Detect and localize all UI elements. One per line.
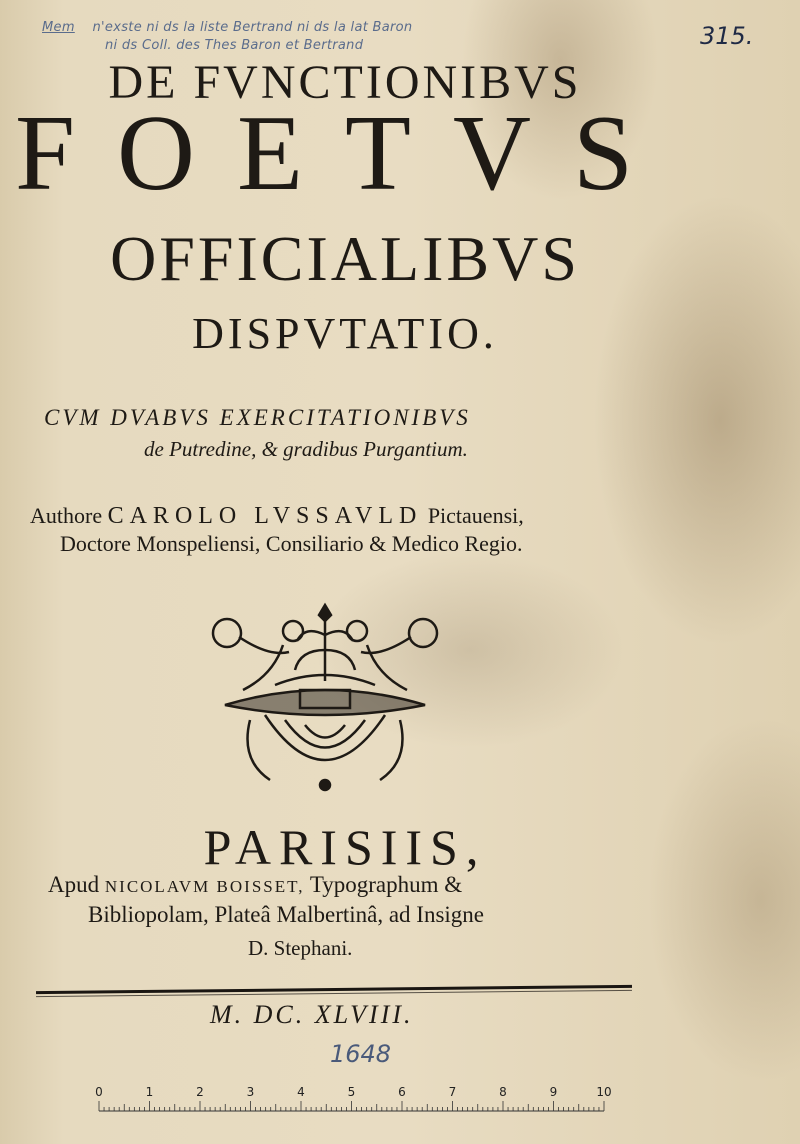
author-prefix: Authore [30, 503, 103, 528]
scale-label: 2 [196, 1085, 204, 1099]
shelfmark: 315. [700, 22, 754, 50]
title-line-1: DE FVNCTIONIBVS [108, 56, 582, 109]
author-name: CAROLO LVSSAVLD [107, 503, 423, 529]
measurement-scale [96, 1085, 612, 1115]
scale-label: 6 [398, 1085, 406, 1099]
scale-label: 3 [246, 1085, 255, 1099]
scale-label: 4 [297, 1085, 305, 1099]
handwritten-note-line-2: ni ds Coll. des Thes Baron et Bertrand [105, 38, 364, 53]
imprint-prefix: Apud [48, 872, 100, 897]
imprint-city: PARISIIS, [203, 819, 487, 875]
title-line-2: FOETVS [14, 94, 676, 213]
scale-label: 1 [145, 1085, 154, 1099]
author-line-1 [30, 503, 524, 530]
title-line-4: DISPVTATIO. [192, 309, 498, 358]
handwritten-note-text-1: n'exste ni ds la liste Bertrand ni ds la lat Baron [92, 20, 413, 35]
imprint-line-2: Bibliopolam, Plateâ Malbertinâ, ad Insigne [88, 902, 485, 927]
scale-ruler [96, 1099, 612, 1113]
subtitle-line-2: de Putredine, & gradibus Purgantium. [144, 437, 468, 461]
author-line-2: Doctore Monspeliensi, Consiliario & Medico Regio. [60, 531, 523, 556]
scale-label: 7 [448, 1085, 457, 1099]
imprint-year: M. DC. XLVIII. [210, 1000, 414, 1029]
scale-label: 8 [499, 1085, 507, 1099]
scale-label: 0 [95, 1085, 103, 1099]
handwritten-mark: Mem [42, 20, 75, 35]
handwritten-note-line-1 [42, 20, 412, 35]
subtitle-line-1: CVM DVABVS EXERCITATIONIBVS [44, 405, 471, 430]
scale-label: 10 [596, 1085, 612, 1099]
handwritten-year: 1648 [330, 1040, 392, 1068]
scale-label: 9 [549, 1085, 558, 1099]
author-origin: Pictauensi, [427, 503, 524, 528]
scale-label: 5 [347, 1085, 356, 1099]
imprint-line-3: D. Stephani. [248, 936, 353, 960]
printers-device-ornament [205, 595, 445, 795]
imprint-line-1 [48, 872, 462, 898]
imprint-suffix: Typographum & [309, 872, 463, 897]
title-line-3: OFFICIALIBVS [110, 223, 580, 294]
imprint-publisher: NICOLAVM BOISSET, [104, 877, 305, 896]
